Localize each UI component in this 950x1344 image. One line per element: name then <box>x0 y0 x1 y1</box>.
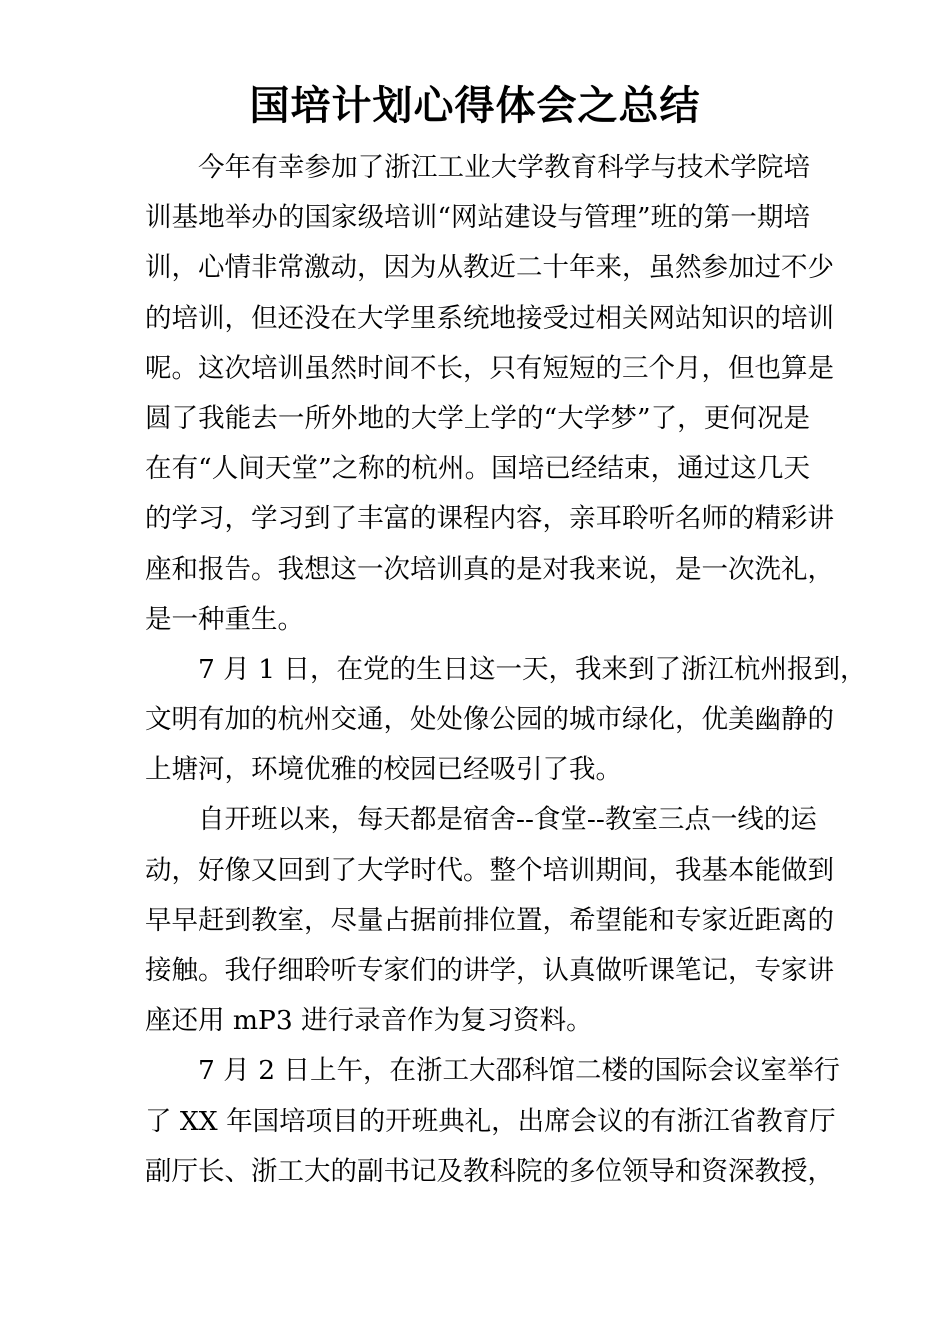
text-line: 接触。我仔细聆听专家们的讲学，认真做听课笔记，专家讲 <box>145 955 834 986</box>
text-line: 动，好像又回到了大学时代。整个培训期间，我基本能做到 <box>145 854 834 886</box>
text-line: 座和报告。我想这一次培训真的是对我来说，是一次洗礼， <box>145 553 834 585</box>
text-line: 训基地举办的国家级培训“网站建设与管理”班的第一期培 <box>145 202 810 234</box>
text-line: 圆了我能去一所外地的大学上学的“大学梦”了，更何况是 <box>145 402 810 434</box>
text-line: 文明有加的杭州交通，处处像公园的城市绿化，优美幽静的 <box>145 704 834 736</box>
text-line: 7 月 2 日上午，在浙工大邵科馆二楼的国际会议室举行 <box>198 1055 840 1087</box>
text-line: 的培训，但还没在大学里系统地接受过相关网站知识的培训 <box>145 302 834 334</box>
text-line: 的学习，学习到了丰富的课程内容，亲耳聆听名师的精彩讲 <box>145 503 834 535</box>
text-line: 在有“人间天堂”之称的杭州。国培已经结束，通过这几天 <box>145 453 810 485</box>
text-line: 7 月 1 日，在党的生日这一天，我来到了浙江杭州报到， <box>198 653 867 685</box>
text-line: 了 XX 年国培项目的开班典礼，出席会议的有浙江省教育厅 <box>145 1105 836 1137</box>
text-line: 呢。这次培训虽然时间不长，只有短短的三个月，但也算是 <box>145 352 834 384</box>
text-line: 座还用 mP3 进行录音作为复习资料。 <box>145 1005 593 1037</box>
document-title: 国培计划心得体会之总结 <box>249 82 701 129</box>
text-line: 是一种重生。 <box>145 603 304 635</box>
text-line: 副厅长、浙工大的副书记及教科院的多位领导和资深教授， <box>145 1155 834 1187</box>
text-line: 早早赶到教室，尽量占据前排位置，希望能和专家近距离的 <box>145 904 834 936</box>
text-line: 上塘河，环境优雅的校园已经吸引了我。 <box>145 754 622 786</box>
text-line: 今年有幸参加了浙江工业大学教育科学与技术学院培 <box>198 152 810 183</box>
text-line: 自开班以来，每天都是宿舍--食堂--教室三点一线的运 <box>198 804 817 836</box>
document-body <box>145 143 867 1197</box>
text-line: 训，心情非常激动，因为从教近二十年来，虽然参加过不少 <box>145 252 834 284</box>
